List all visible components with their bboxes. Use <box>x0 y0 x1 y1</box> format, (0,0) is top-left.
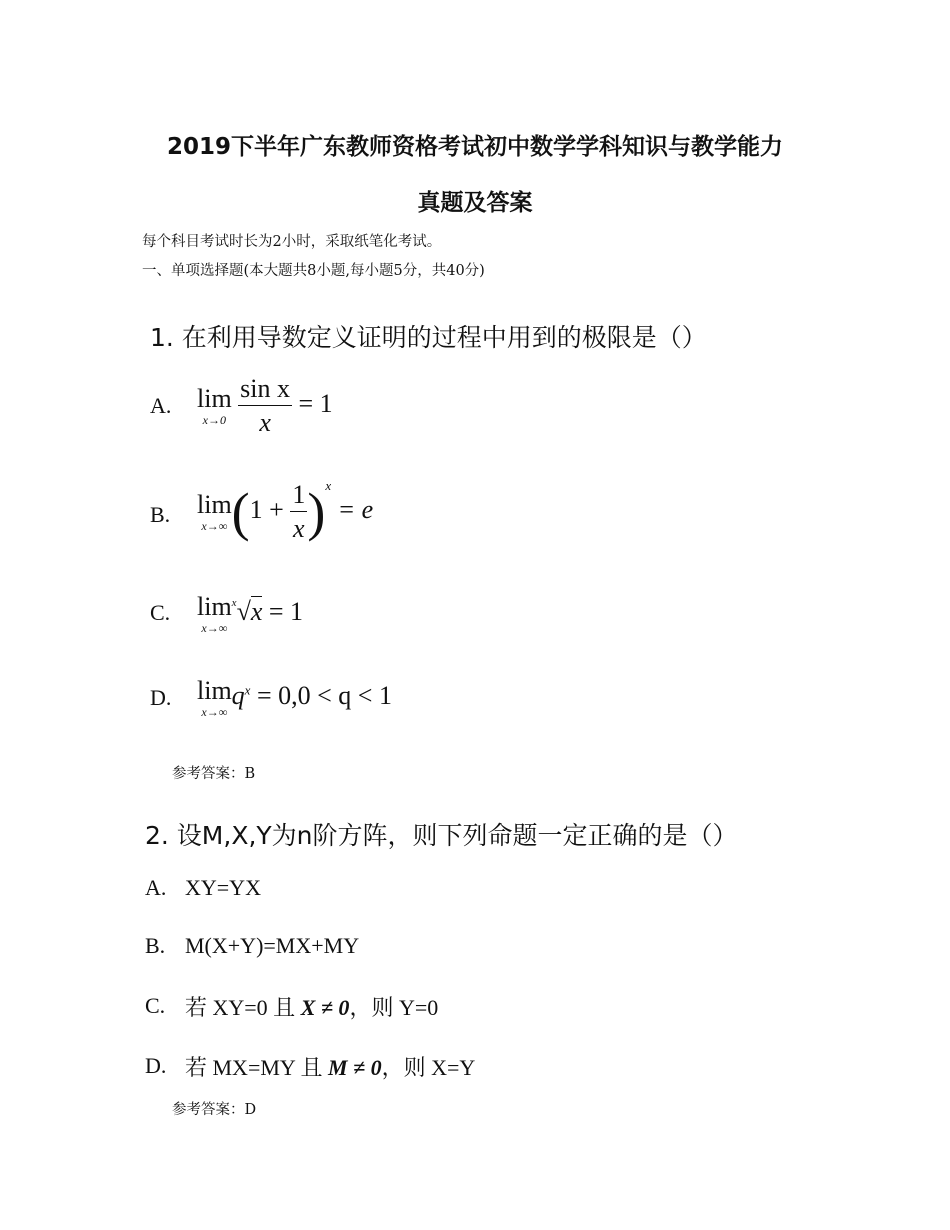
q1-option-a-letter: A. <box>150 393 172 418</box>
page-title-line1: 2019下半年广东教师资格考试初中数学学科知识与教学能力 <box>166 134 783 160</box>
question-2-stem: 2. 设M,X,Y为n阶方阵，则下列命题一定正确的是（） <box>145 821 738 850</box>
q1-option-b-letter: B. <box>150 502 171 527</box>
q2-option-b-text: M(X+Y)=MX+MY <box>185 933 360 958</box>
q2-option-b-letter: B. <box>145 933 166 958</box>
q1-option-b-formula: lim x→∞ (1 + $\frac{1}{x}$ )$^x$ = e <box>197 478 374 544</box>
q1-option-d-letter: D. <box>150 685 172 710</box>
section-heading: 一、单项选择题(本大题共8小题,每小题5分，共40分) <box>142 263 485 279</box>
q2-option-d-text: 若 MX=MY 且 M ≠ 0，则 X=Y <box>185 1055 476 1080</box>
q2-option-a-text: XY=YX <box>185 875 261 900</box>
question-2-answer: 参考答案：D <box>172 1102 257 1118</box>
q2-option-c-text: 若 XY=0 且 X ≠ 0，则 Y=0 <box>185 995 439 1020</box>
exam-duration-text: 每个科目考试时长为2小时，采取纸笔化考试。 <box>142 234 442 250</box>
q2-option-d-letter: D. <box>145 1053 167 1078</box>
question-1-stem: 1. 在利用导数定义证明的过程中用到的极限是（） <box>150 323 707 352</box>
question-1-answer: 参考答案：B <box>172 766 256 782</box>
page-title-line2: 真题及答案 <box>417 190 533 216</box>
q1-option-a-formula: lim x→0 $\frac{\text{sin x}}{x}$ = 1 <box>197 374 333 437</box>
q1-option-c-formula: lim x→∞ $^x$√x = 1 <box>197 592 304 635</box>
q2-option-c-letter: C. <box>145 993 166 1018</box>
q2-option-a-letter: A. <box>145 875 167 900</box>
q1-option-d-formula: lim x→∞ $q^x = 0,0 < q < 1$ <box>197 676 392 719</box>
q1-option-c-letter: C. <box>150 600 171 625</box>
